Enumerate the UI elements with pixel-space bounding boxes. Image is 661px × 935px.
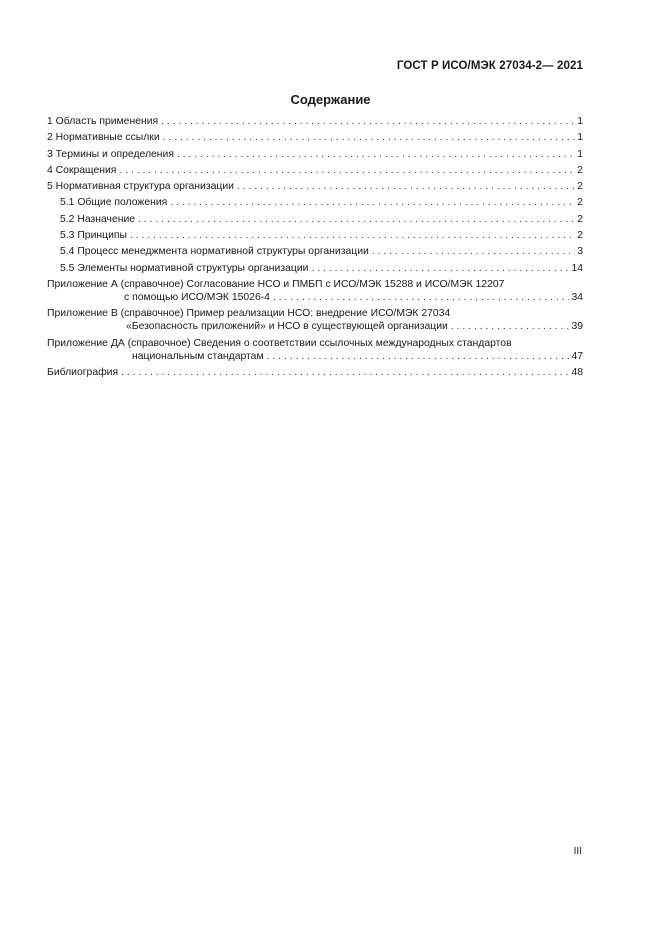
toc-entry-page: 2 [577, 230, 583, 242]
toc-entry-title: 3 Термины и определения [47, 148, 174, 160]
toc-leader-dots [177, 148, 575, 161]
toc-entry-title: 5.3 Принципы [60, 230, 127, 242]
toc-subentry[interactable] [47, 229, 583, 242]
toc-subentry[interactable] [47, 245, 583, 258]
page-number: III [573, 846, 582, 857]
toc-subentry[interactable] [47, 196, 583, 209]
toc-entry-page: 1 [577, 148, 583, 160]
toc-entry-page: 39 [571, 321, 583, 333]
toc-entry-title-line2: национальным стандартам [132, 350, 264, 362]
document-header: ГОСТ Р ИСО/МЭК 27034-2— 2021 [396, 60, 583, 72]
toc-leader-dots [119, 164, 575, 177]
toc-entry-page: 47 [571, 350, 583, 362]
toc-entry-page: 2 [577, 197, 583, 209]
toc-leader-dots [372, 245, 575, 258]
toc-leader-dots [451, 320, 570, 333]
toc-entry-title: 5.2 Назначение [60, 213, 136, 225]
toc-leader-dots [121, 366, 569, 379]
toc-entry-title: 5.5 Элементы нормативной структуры организации [60, 262, 309, 274]
toc-subentry[interactable] [47, 213, 583, 226]
toc-leader-dots [138, 213, 575, 226]
toc-entry-page: 1 [577, 132, 583, 144]
toc-entry[interactable] [47, 115, 583, 128]
toc-entry-title: 2 Нормативные ссылки [47, 132, 160, 144]
toc-leader-dots [161, 115, 575, 128]
toc-appendix-da[interactable] [47, 337, 583, 363]
toc-subentry[interactable] [47, 262, 583, 275]
toc-entry[interactable] [47, 164, 583, 177]
toc-entry-page: 34 [571, 291, 583, 303]
toc-entry-title: 4 Сокращения [47, 164, 117, 176]
toc-entry-page: 48 [571, 366, 583, 378]
toc-entry[interactable] [47, 180, 583, 193]
toc-entry-title: 5.4 Процесс менеджмента нормативной структуры организации [60, 246, 369, 258]
toc-leader-dots [170, 196, 575, 209]
toc-entry-title-line1: Приложение ДА (справочное) Сведения о соответствии ссылочных международных стандартов [47, 337, 512, 349]
toc-entry-page: 2 [577, 213, 583, 225]
toc-entry-title: 1 Область применения [47, 116, 159, 127]
toc-entry-title-line2: «Безопасность приложений» и НСО в существующей организации [126, 321, 448, 333]
toc-entry-page: 3 [577, 246, 583, 258]
toc-leader-dots [273, 291, 569, 304]
toc-entry-title-line2: с помощью ИСО/МЭК 15026-4 [124, 291, 270, 303]
toc-entry-page: 14 [571, 262, 583, 274]
toc-entry-title: Библиография [47, 366, 119, 378]
toc-appendix-b[interactable] [47, 307, 583, 333]
toc-leader-dots [130, 229, 575, 242]
toc-entry-title-line1: Приложение В (справочное) Пример реализации НСО: внедрение ИСО/МЭК 27034 [47, 308, 451, 320]
toc-entry-title: 5 Нормативная структура организации [47, 181, 234, 193]
toc-leader-dots [237, 180, 575, 193]
table-of-contents [47, 115, 583, 382]
toc-title: Содержание [290, 92, 371, 107]
toc-entry[interactable] [47, 131, 583, 144]
toc-leader-dots [267, 350, 570, 363]
toc-entry[interactable] [47, 148, 583, 161]
toc-entry-bibliography[interactable] [47, 366, 583, 379]
toc-leader-dots [311, 262, 569, 275]
toc-appendix-a[interactable] [47, 278, 583, 304]
toc-leader-dots [163, 131, 576, 144]
toc-entry-page: 2 [577, 181, 583, 193]
toc-entry-title-line1: Приложение А (справочное) Согласование НСО и ПМБП с ИСО/МЭК 15288 и ИСО/МЭК 12207 [47, 278, 505, 290]
toc-entry-title: 5.1 Общие положения [60, 197, 168, 209]
toc-entry-page: 2 [577, 164, 583, 176]
toc-entry-page: 1 [577, 116, 583, 127]
